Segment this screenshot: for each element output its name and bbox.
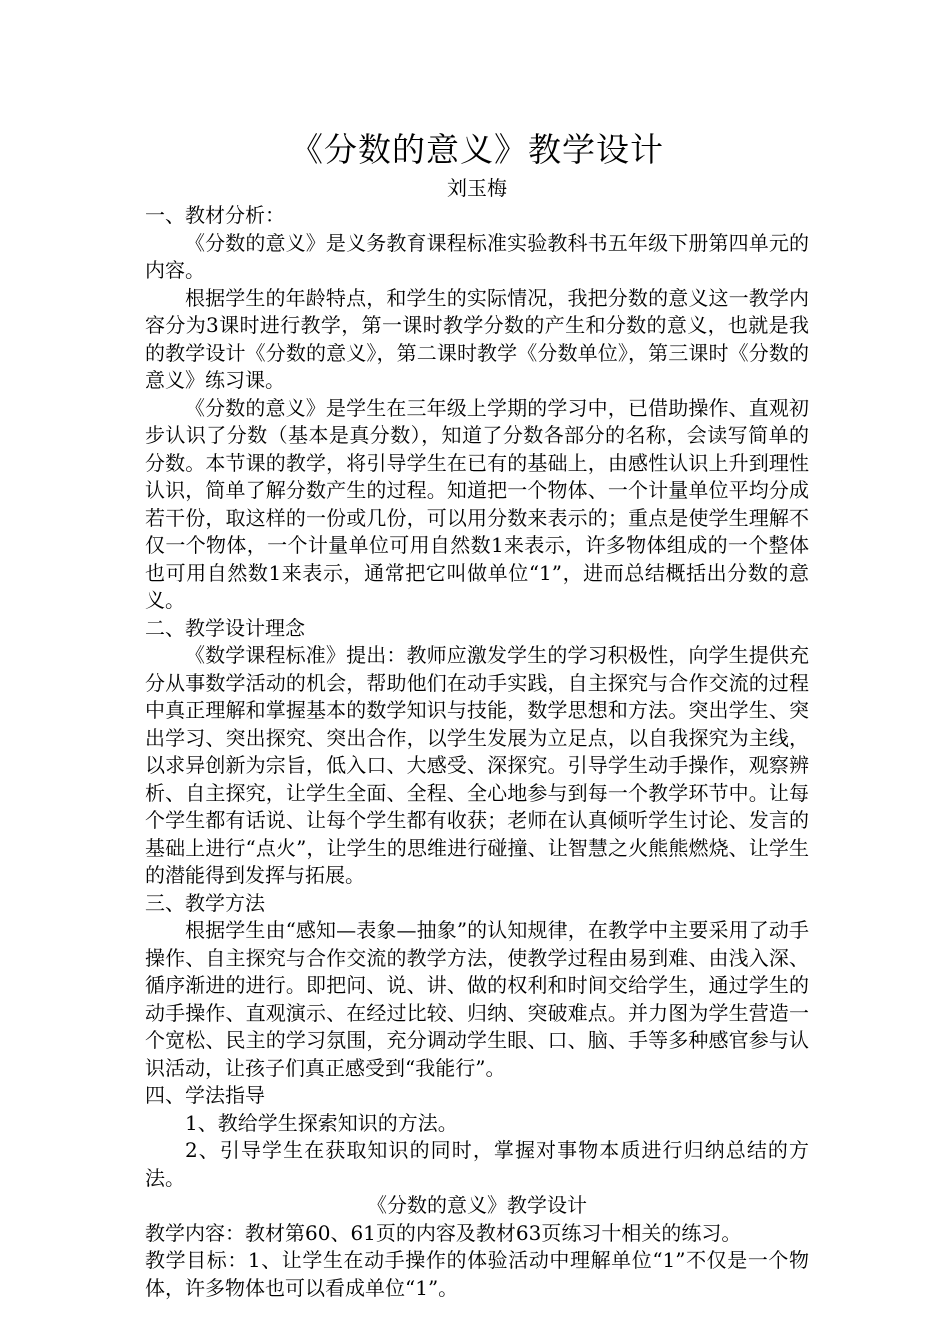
list-item: 1、教给学生探索知识的方法。 — [185, 1110, 458, 1135]
paragraph: 《分数的意义》是学生在三年级上学期的学习中，已借助操作、直观初步认识了分数（基本是真分数），知道了分数各部分的名称，会读写简单的分数。本节课的教学，将引导学生在已有的基础上，由感性认识上升到理性认识，简单了解分数产生的过程。知道把一个物体、一个计量单位平均分成若干份，取这样的一份或几份，可以用分数来表示的；重点是使学生理解不仅一个物体，一个计量单位可用自然数1来表示，许多物体组成的一个整体也可用自然数1来表示，通常把它叫做单位“1”，进而总结概括出分数的意义。 — [145, 395, 809, 612]
list-item: 2、引导学生在获取知识的同时，掌握对事物本质进行归纳总结的方法。 — [145, 1138, 809, 1190]
section-heading-material-analysis: 一、教材分析： — [145, 203, 285, 227]
section-heading-learning-guidance: 四、学法指导 — [145, 1083, 265, 1107]
author-name: 刘玉梅 — [447, 176, 507, 200]
teaching-goal-line: 教学目标：1、让学生在动手操作的体验活动中理解单位“1”不仅是一个物体，许多物体也可以看成单位“1”。 — [145, 1248, 809, 1300]
section-heading-teaching-method: 三、教学方法 — [145, 890, 265, 915]
paragraph: 根据学生的年龄特点，和学生的实际情况，我把分数的意义这一教学内容分为3课时进行教学，第一课时教学分数的产生和分数的意义，也就是我的教学设计《分数的意义》，第二课时教学《分数单位》，第三课时《分数的意义》练习课。 — [145, 285, 809, 392]
lesson-subtitle: 《分数的意义》教学设计 — [367, 1193, 587, 1217]
paragraph: 《分数的意义》是义务教育课程标准实验教科书五年级下册第四单元的内容。 — [145, 230, 809, 282]
document-content — [145, 128, 809, 1302]
paragraph: 《数学课程标准》提出：教师应激发学生的学习积极性，向学生提供充分从事数学活动的机会，帮助他们在动手实践，自主探究与合作交流的过程中真正理解和掌握基本的数学知识与技能，数学思想和方法。突出学生、突出学习、突出探究、突出合作，以学生发展为立足点，以自我探究为主线，以求异创新为宗旨，低入口、大感受、深探究。引导学生动手操作，观察辨析、自主探究，让学生全面、全程、全心地参与到每一个教学环节中。让每个学生都有话说、让每个学生都有收获；老师在认真倾听学生讨论、发言的基础上进行“点火”，让学生的思维进行碰撞、让智慧之火熊熊燃烧、让学生的潜能得到发挥与拓展。 — [145, 643, 809, 887]
teaching-content-line: 教学内容：教材第60、61页的内容及教材63页练习十相关的练习。 — [145, 1220, 742, 1245]
paragraph: 根据学生由“感知—表象—抽象”的认知规律，在教学中主要采用了动手操作、自主探究与合作交流的教学方法，使教学过程由易到难、由浅入深、循序渐进的进行。即把问、说、讲、做的权利和时间交给学生，通过学生的动手操作、直观演示、在经过比较、归纳、突破难点。并力图为学生营造一个宽松、民主的学习氛围，充分调动学生眼、口、脑、手等多种感官参与认识活动，让孩子们真正感受到“我能行”。 — [145, 918, 809, 1080]
document-title: 《分数的意义》教学设计 — [290, 130, 664, 169]
section-heading-design-concept: 二、教学设计理念 — [145, 615, 305, 640]
